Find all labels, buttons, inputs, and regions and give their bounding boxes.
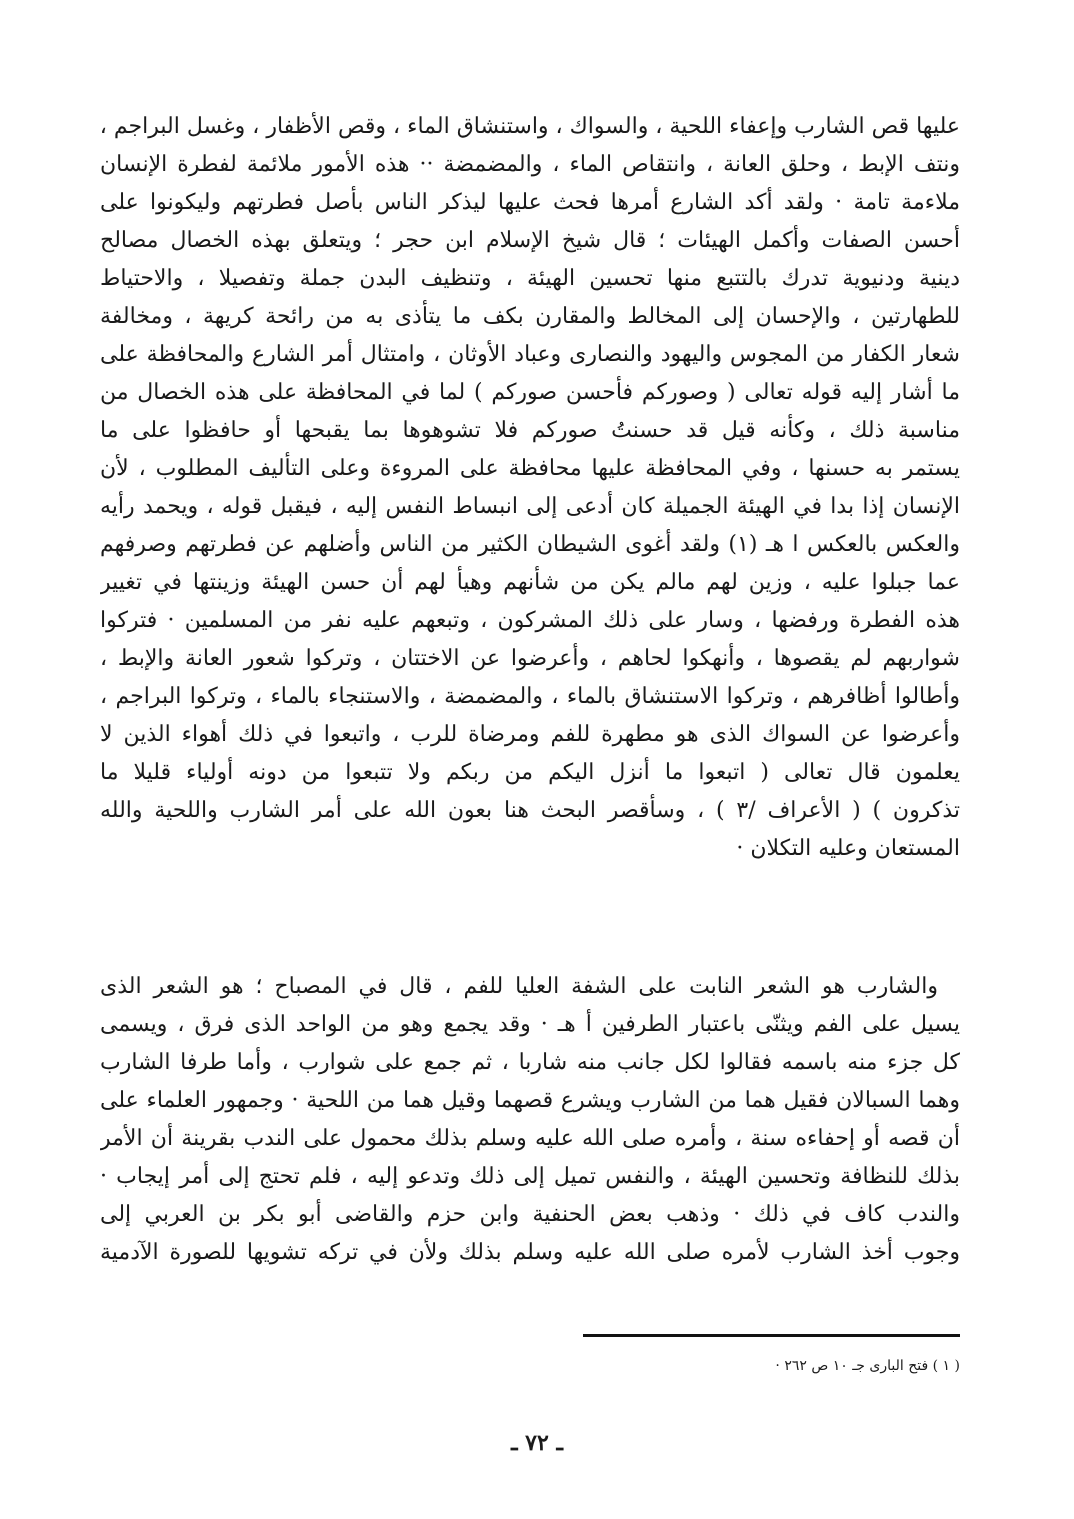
footnote: ( ١ ) فتح البارى جـ ١٠ ص ٢٦٢ ·	[775, 1358, 960, 1374]
paragraph-1	[100, 108, 960, 868]
text-line: وأعرضوا عن السواك الذى هو مطهرة للفم ومرضاة للرب ، واتبعوا في ذلك أهواء الذين لا	[100, 722, 960, 747]
text-line: ونتف الإبط ، وحلق العانة ، وانتقاص الماء ، والمضمضة ·· هذه الأمور ملائمة لفطرة الإنسان	[100, 152, 960, 177]
text-line: وجوب أخذ الشارب لأمره صلى الله عليه وسلم بذلك ولأن في تركه تشويها للصورة الآدمية	[100, 1240, 960, 1265]
text-line: والعكس بالعكس ا هـ (١) ولقد أغوى الشيطان الكثير من الناس وأضلهم عن فطرتهم وصرفهم	[100, 532, 960, 557]
text-line: والندب كاف في ذلك · وذهب بعض الحنفية وابن حزم والقاضى أبو بكر بن العربي إلى	[100, 1202, 960, 1227]
text-line: المستعان وعليه التكلان ·	[736, 836, 960, 861]
text-line: الإنسان إذا بدا في الهيئة الجميلة كان أدعى إلى انبساط النفس إليه ، فيقبل قوله ، ويحمد رأيه	[100, 494, 960, 519]
text-line: بذلك للنظافة وتحسين الهيئة ، والنفس تميل إلى ذلك وتدعو إليه ، فلم تحتج إلى أمر إيجاب ·	[100, 1164, 960, 1189]
paragraph-2	[100, 968, 960, 1272]
text-line: والشارب هو الشعر النابت على الشفة العليا للفم ، قال في المصباح ؛ هو الشعر الذى	[100, 974, 938, 999]
text-line: عما جبلوا عليه ، وزين لهم مالم يكن من شأنهم وهيأ لهم أن حسن الهيئة وزينتها في تغيير	[100, 570, 960, 595]
text-line: يعلمون قال تعالى ( اتبعوا ما أنزل اليكم من ربكم ولا تتبعوا من دونه أولياء قليلا ما	[100, 760, 960, 785]
text-line: شعار الكفار من المجوس واليهود والنصارى وعباد الأوثان ، وامتثال أمر الشارع والمحافظة على	[100, 342, 960, 367]
text-line: أحسن الصفات وأكمل الهيئات ؛ قال شيخ الإسلام ابن حجر ؛ ويتعلق بهذه الخصال مصالح	[100, 228, 960, 253]
text-line: كل جزء منه باسمه فقالوا لكل جانب منه شاربا ، ثم جمع على شوارب ، وأما طرفا الشارب	[100, 1050, 960, 1075]
text-line: يسيل على الفم ويثنّى باعتبار الطرفين أ هـ · وقد يجمع وهو من الواحد الذى فرق ، ويسمى	[100, 1012, 960, 1037]
text-line: يستمر به حسنها ، وفي المحافظة عليها محافظة على المروءة وعلى التأليف المطلوب ، لأن	[100, 456, 960, 481]
page-number: ـ ٧٢ ـ	[511, 1430, 563, 1456]
text-line: دينية ودنيوية تدرك بالتتبع منها تحسين الهيئة ، وتنظيف البدن جملة وتفصيلا ، والاحتياط	[100, 266, 960, 291]
text-line: ما أشار إليه قوله تعالى ( وصوركم فأحسن صوركم ) لما في المحافظة على هذه الخصال من	[100, 380, 960, 405]
text-line: تذكرون ) ( الأعراف /٣ ) ، وسأقصر البحث هنا بعون الله على أمر الشارب واللحية والله	[100, 798, 960, 823]
text-line: هذه الفطرة ورفضها ، وسار على ذلك المشركون ، وتبعهم عليه نفر من المسلمين · فتركوا	[100, 608, 960, 633]
text-line: ملاءمة تامة · ولقد أكد الشارع أمرها فحث عليها ليذكر الناس بأصل فطرتهم وليكونوا على	[100, 190, 960, 215]
footnote-divider	[583, 1334, 960, 1337]
text-line: للطهارتين ، والإحسان إلى المخالط والمقارن بكف ما يتأذى به من رائحة كريهة ، ومخالفة	[100, 304, 960, 329]
text-line: أن قصه أو إحفاءه سنة ، وأمره صلى الله عليه وسلم بذلك محمول على الندب بقرينة أن الأمر	[100, 1126, 960, 1151]
text-line: وأطالوا أظافرهم ، وتركوا الاستنشاق بالماء ، والمضمضة ، والاستنجاء بالماء ، وتركوا البراجم ،	[100, 684, 960, 709]
text-line: عليها قص الشارب وإعفاء اللحية ، والسواك ، واستنشاق الماء ، وقص الأظفار ، وغسل البراجم ،	[100, 114, 960, 139]
text-line: وهما السبالان فقيل هما من الشارب ويشرع قصهما وقيل هما من اللحية · وجمهور العلماء على	[100, 1088, 960, 1113]
text-line: شواربهم لم يقصوها ، وأنهكوا لحاهم ، وأعرضوا عن الاختتان ، وتركوا شعور العانة والإبط ،	[100, 646, 960, 671]
text-line: مناسبة ذلك ، وكأنه قيل قد حسنتُ صوركم فلا تشوهوها بما يقبحها أو حافظوا على ما	[100, 418, 960, 443]
